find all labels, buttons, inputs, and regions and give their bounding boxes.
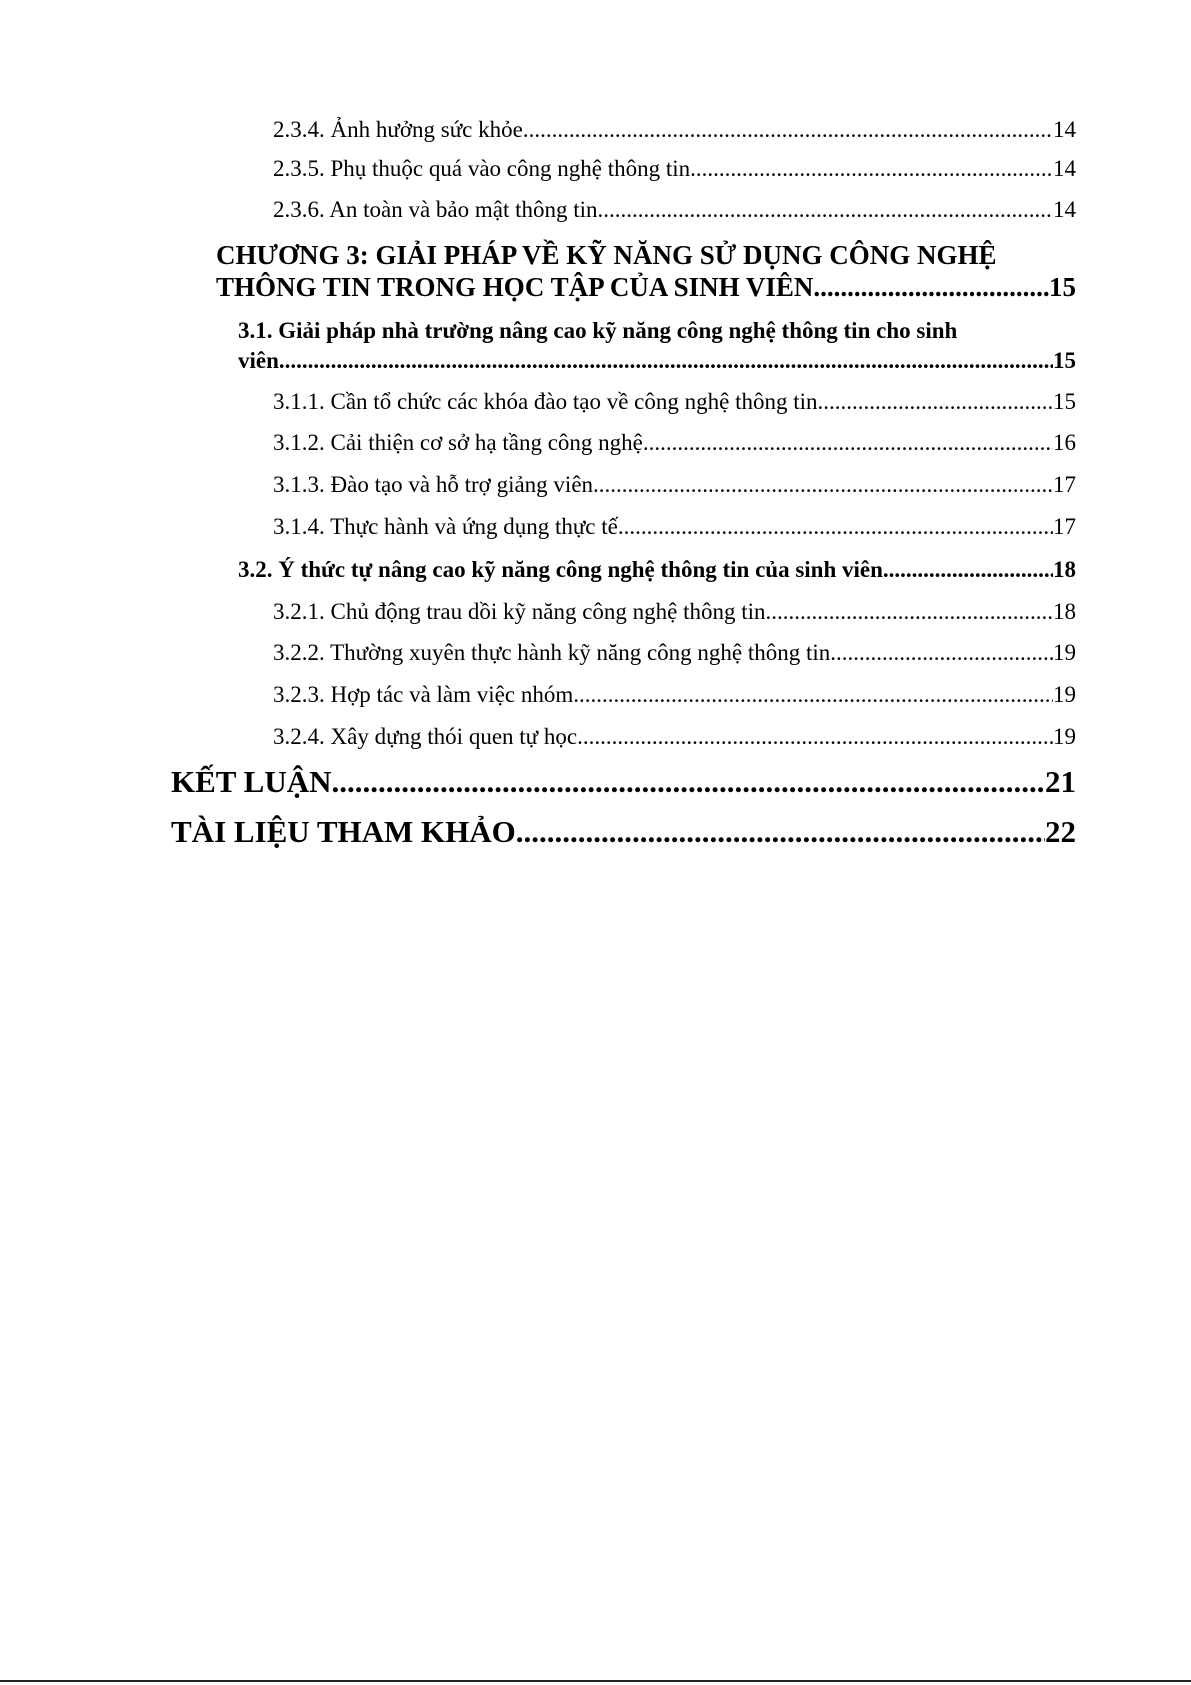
toc-entry-label: viên (238, 348, 279, 373)
toc-entry-label: 2.3.4. Ảnh hưởng sức khỏe (273, 117, 523, 142)
toc-entry-3-1-3[interactable] (273, 471, 1076, 499)
toc-entry-label: 3.1.3. Đào tạo và hỗ trợ giảng viên (273, 472, 594, 497)
toc-entry-3-1-1[interactable] (273, 388, 1076, 416)
toc-leader (332, 762, 1046, 802)
toc-leader (690, 155, 1053, 183)
toc-entry-3-1-4[interactable] (273, 513, 1076, 541)
toc-page-number: 18 (1053, 557, 1076, 582)
toc-page-number: 16 (1053, 430, 1076, 455)
toc-section-3-2[interactable] (238, 555, 1076, 585)
toc-leader (818, 388, 1053, 416)
toc-entry-3-2-1[interactable] (273, 598, 1076, 626)
toc-page-number: 22 (1045, 814, 1076, 849)
toc-chapter-3-line-1[interactable]: CHƯƠNG 3: GIẢI PHÁP VỀ KỸ NĂNG SỬ DỤNG CÔNG NGHỆ (216, 240, 997, 270)
toc-entry-3-2-3[interactable] (273, 681, 1076, 709)
toc-leader (573, 681, 1053, 709)
toc-page-number: 17 (1053, 472, 1076, 497)
toc-leader (577, 723, 1053, 751)
toc-entry-2-3-6[interactable] (273, 196, 1076, 224)
toc-conclusion[interactable] (171, 762, 1076, 802)
page-bottom-edge (0, 1680, 1191, 1682)
toc-chapter-3[interactable] (216, 271, 1076, 303)
toc-page-number: 14 (1053, 156, 1076, 181)
toc-page-number: 17 (1053, 514, 1076, 539)
toc-leader (516, 812, 1045, 852)
toc-leader (643, 429, 1053, 457)
toc-entry-label: KẾT LUẬN (171, 764, 332, 799)
toc-leader (766, 598, 1053, 626)
toc-entry-label: 3.2.2. Thường xuyên thực hành kỹ năng công nghệ thông tin (273, 640, 831, 665)
toc-entry-2-3-4[interactable] (273, 116, 1076, 144)
toc-entry-label: 3.2. Ý thức tự nâng cao kỹ năng công nghệ thông tin của sinh viên (238, 557, 883, 582)
toc-leader (883, 555, 1053, 585)
toc-entry-3-2-2[interactable] (273, 639, 1076, 667)
toc-entry-label: THÔNG TIN TRONG HỌC TẬP CỦA SINH VIÊN (216, 272, 814, 302)
toc-leader (618, 513, 1053, 541)
toc-page-number: 14 (1053, 197, 1076, 222)
toc-leader (593, 471, 1053, 499)
toc-page-number: 15 (1053, 348, 1076, 373)
toc-section-3-1-line-1[interactable]: 3.1. Giải pháp nhà trường nâng cao kỹ năng công nghệ thông tin cho sinh (238, 318, 958, 343)
toc-page-number: 15 (1053, 389, 1076, 414)
toc-entry-3-1-2[interactable] (273, 429, 1076, 457)
toc-references[interactable] (171, 812, 1076, 852)
toc-page-number: 19 (1053, 682, 1076, 707)
toc-entry-label: TÀI LIỆU THAM KHẢO (171, 814, 516, 849)
toc-entry-label: 2.3.6. An toàn và bảo mật thông tin (273, 197, 598, 222)
toc-entry-label: 2.3.5. Phụ thuộc quá vào công nghệ thông tin (273, 156, 691, 181)
toc-page-number: 21 (1045, 764, 1076, 799)
toc-entry-label: 3.1.4. Thực hành và ứng dụng thực tế (273, 514, 618, 539)
toc-entry-label: 3.1.1. Cần tổ chức các khóa đào tạo về công nghệ thông tin (273, 389, 818, 414)
toc-entry-3-2-4[interactable] (273, 723, 1076, 751)
toc-leader (279, 346, 1053, 376)
toc-section-3-1[interactable] (238, 346, 1076, 376)
toc-page-number: 19 (1053, 724, 1076, 749)
toc-entry-label: 3.2.4. Xây dựng thói quen tự học (273, 724, 578, 749)
toc-leader (813, 271, 1049, 303)
toc-entry-label: 3.2.1. Chủ động trau dồi kỹ năng công nghệ thông tin (273, 599, 766, 624)
toc-page-number: 15 (1049, 272, 1076, 302)
toc-page-number: 14 (1053, 117, 1076, 142)
toc-entry-2-3-5[interactable] (273, 155, 1076, 183)
toc-leader (830, 639, 1053, 667)
toc-leader (523, 116, 1053, 144)
toc-leader (598, 196, 1053, 224)
toc-entry-label: 3.2.3. Hợp tác và làm việc nhóm (273, 682, 574, 707)
toc-entry-label: 3.1.2. Cải thiện cơ sở hạ tầng công nghệ (273, 430, 643, 455)
toc-page-number: 19 (1053, 640, 1076, 665)
toc-page-number: 18 (1053, 599, 1076, 624)
